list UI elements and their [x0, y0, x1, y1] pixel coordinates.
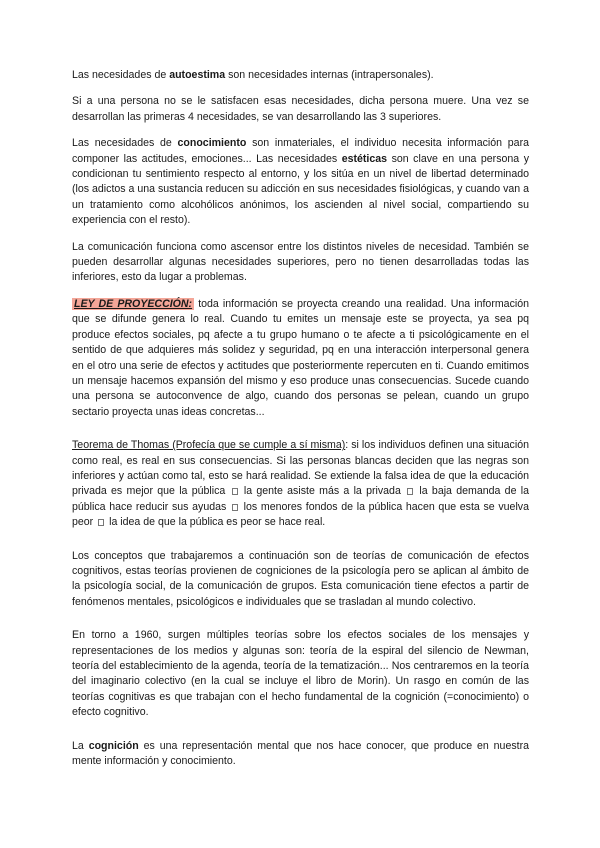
paragraph-necesidades: Si a una persona no se le satisfacen esas necesidades, dicha persona muere. Una vez se desarrollan las primeras 4 necesidades, se van desarrollando las 3 superiores.	[72, 95, 529, 123]
term-autoestima: autoestima	[169, 69, 226, 81]
paragraph-autoestima: Las necesidades de autoestima son necesidades internas (intrapersonales).	[72, 69, 434, 81]
paragraph-comunicacion: La comunicación funciona como ascensor entre los distintos niveles de necesidad. También se pueden desarrollar algunas necesidades superiores, pero no tienen desarrolladas todas las inferiores, esto da lugar a problemas.	[72, 240, 529, 284]
term-cognicion: cognición	[88, 739, 139, 752]
box-arrow-icon	[98, 519, 104, 526]
paragraph-1960: En torno a 1960, surgen múltiples teorías sobre los efectos sociales de los mensajes y representaciones de los medios y algunas son: teoría de la espiral del silencio de Newman, teoría del establecimiento de la agenda, teoría de la tematización... Nos centraremos en la teoría del imaginario colectivo (en la cual se incluye el libro de Morin). Un rasgo en común de las teorías cognitivas es que trabajan con el hecho fundamental de la cognición (=conocimiento) o efecto cognitivo.	[72, 629, 529, 719]
paragraph-teorias-cognitivas: Los conceptos que trabajaremos a continuación son de teorías de comunicación de efectos cognitivos, estas teorías provienen de cogniciones de la psicología pero se aplican al ámbito de la psicología social, de la comunicación de grupos. Esta comunicación tiene efectos a partir de fenómenos mentales, psicológicos e individuales que se trasladan al mundo colectivo.	[72, 549, 529, 608]
box-arrow-icon	[232, 488, 238, 495]
paragraph-ley-proyeccion: LEY DE PROYECCIÓN: toda información se proyecta creando una realidad. Una información que se difunde genera lo real. Cuando tu emites un mensaje este se proyecta, ya sea pq produce efectos sociales, pq afecte a tu grupo humano o te afecte a ti psicológicamente en el sentido de que adquieres más solidez y seguridad, pq en una interacción interpersonal genera en el otro una serie de efectos y actitudes que posteriormente repercuten en ti. Cuando emitimos un mensaje hacemos expansión del mismo y eso produce unas consecuencias. Sucede cuando una persona se autoconvence de algo, cuando dos personas se pelean, cuando un grupo sectario proyecta unas ideas concretas...	[72, 297, 530, 418]
paragraph-teorema-thomas: Teorema de Thomas (Profecía que se cumple a sí misma): si los individuos definen una situación como real, es real en sus consecuencias. Si las personas blancas deciden que las negras son inferiores y actúan como tal, esto se hará realidad. Se extiende la falsa idea de que la educación privada es mejor que la pública la gente asiste más a la privada la baja demanda de la pública hace reducir sus ayudas los menores fondos de la pública hacen que esta se vuelva peor la idea de que la pública es peor se hace real.	[72, 439, 529, 529]
term-conocimiento: conocimiento	[177, 137, 247, 150]
ley-proyeccion-heading: LEY DE PROYECCIÓN:	[74, 297, 193, 310]
box-arrow-icon	[232, 504, 238, 511]
term-esteticas: estéticas	[341, 152, 388, 165]
paragraph-conocimiento: Las necesidades de conocimiento son inmateriales, el individuo necesita información para componer las actitudes, emociones... Las necesidades estéticas son clave en una persona y condicionan tu sentimiento respecto al entorno, y los sitúa en un nivel de libertad determinado (los adictos a una sustancia reducen su adicción en sus necesidades fisiológicas, y cuando van a un tratamiento como alcohólicos anónimos, los ascienden al nivel social, compartiendo su experiencia con el resto).	[72, 137, 529, 227]
box-arrow-icon	[407, 488, 413, 495]
teorema-thomas-heading: Teorema de Thomas (Profecía que se cumple a sí misma)	[72, 439, 346, 452]
paragraph-cognicion: La cognición es una representación mental que nos hace conocer, que produce en nuestra mente información y conocimiento.	[72, 739, 529, 768]
